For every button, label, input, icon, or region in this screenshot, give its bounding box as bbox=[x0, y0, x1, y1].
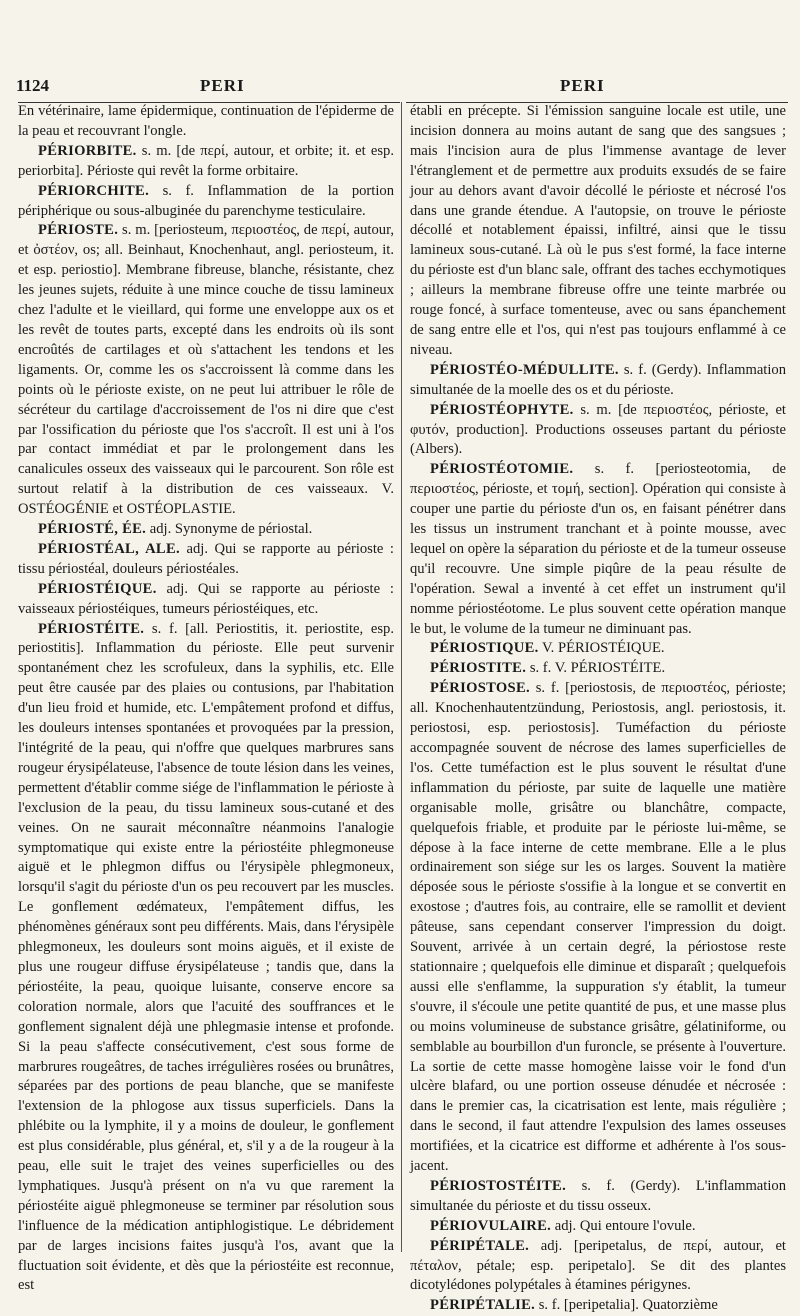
entry-text: établi en précepte. Si l'émission sanguine locale est utile, une incision donnera au moins autant de sang que des sangsues ; mais l'incision aura de plus l'immense avantage de lever l'étranglement et de permettre aux produits exsudés de se faire jour au dehors avant d'avoir décollé le périoste et nécrosé l'os dans une grande étendue. A l'autopsie, on trouve le périoste décollé et notablement épaissi, infiltré, ainsi que le tissu lamineux sous-cutané. Là où le pus s'est formé, la face interne du périoste est d'un blanc sale, offrant des taches ecchymotiques ; ailleurs la membrane fibreuse offre une teinte marbrée ou rouge foncé, à surface tomenteuse, avec ou sans épanchement de sang entre elle et l'os, qui n'est pas toujours enflammé à ce niveau. bbox=[410, 103, 786, 358]
entry-headword: PÉRIOSTÉITE. bbox=[38, 620, 145, 637]
dictionary-entry bbox=[18, 580, 394, 620]
dictionary-entry bbox=[410, 361, 786, 401]
entry-text: s. f. [all. Periostitis, it. periostite, esp. periostitis]. Inflammation du périoste. Elle peut survenir spontanément chez les scrofuleux, dans la syphilis, etc. Elle peut être causée par des plaies ou contusions, par l'habitation d'un lieu froid et humide, etc. L'empâtement profond et diffus, les douleurs intenses spontanées et provoquées par la pression, l'intégrité de la peau, qui n'offre que quelques marbrures sans rougeur érysipélateuse, l'absence de toute lésion dans les veines, permettent d'établir comme siége de l'inflammation le périoste à l'exclusion de la peau, du tissu lamineux sous-cutané et des veines. On ne saurait méconnaître néanmoins l'analogie symptomatique qui existe entre la périostéite phlegmoneuse aiguë et le phlegmon diffus ou l'érysipèle phlegmoneux, lorsqu'il s'agit du périoste d'un os peu recouvert par les muscles. Le gonflement œdémateux, l'empâtement diffus, les phénomènes généraux sont peu différents. Mais, dans l'érysipèle phlegmoneux, les douleurs sont moins aiguës, et il existe de plus une rougeur diffuse érysipélateuse ; tandis que, dans la périostéite, la peau, quoique luisante, conserve encore sa coloration normale, alors que l'acuité des souffrances et le gonflement signalent déjà une phlegmasie intense et profonde. Si la peau s'affecte consécutivement, c'est sous forme de marbrures rougeâtres, de taches irrégulières rosées ou brunâtres, séparées par des portions de peau blanche, que se manifeste l'extension de la phlogose aux tissus superficiels. Dans la phlébite ou la lymphite, il y a moins de douleur, le gonflement est plus considérable, plus général, et, s'il y a de la rougeur à la peau, elle suit le trajet des veines superficielles ou des lymphatiques. Jusqu'à présent on n'a vu que rarement la périostéite aiguë phlegmoneuse se terminer par résolution sous l'influence de la médication antiphlogistique. Le débridement par de larges incisions faites jusqu'à l'os, avant que la fluctuation soit évidente, et dès que la périostéite est reconnue, est bbox=[18, 620, 394, 1294]
entry-headword: PÉRIOSTIQUE. bbox=[430, 640, 539, 657]
dictionary-entry bbox=[410, 460, 786, 639]
dictionary-entry bbox=[410, 639, 786, 659]
dictionary-entry bbox=[18, 540, 394, 580]
right-column bbox=[410, 102, 786, 1316]
dictionary-entry bbox=[18, 520, 394, 540]
dictionary-entry bbox=[410, 1177, 786, 1217]
dictionary-entry bbox=[18, 620, 394, 1297]
entry-text: s. m. [de περί, autour, et orbite; it. et esp. periorbita]. Périoste qui revêt la forme orbitaire. bbox=[18, 142, 394, 179]
entry-text: adj. [peripetalus, de περί, autour, et πέταλον, pétale; esp. peripetalo]. Se dit des plantes dicotylédones polypétales à étamines périgynes. bbox=[410, 1237, 786, 1294]
entry-headword: PÉRIOSTÉAL, ALE. bbox=[38, 540, 180, 557]
entry-text: s. f. V. PÉRIOSTÉITE. bbox=[526, 660, 666, 677]
entry-text: s. f. [periostosis, de περιοστέος, périoste; all. Knochenhautentzündung, Periostosis, angl. periostosis, it. periostosi, esp. periostosis]. Tuméfaction du périoste accompagnée souvent de nécrose des lames superficielles de l'os. Cette tuméfaction est le plus souvent le résultat d'une inflammation du périoste, par suite de laquelle une matière organisable molle, grisâtre ou blanchâtre, compacte, quelquefois friable, et produite par le périoste lui-même, se dépose à la face interne de cette membrane. Elle a le plus ordinairement son siége sur les os larges. Souvent la matière déposée sous le périoste s'ossifie à la longue et se convertit en exostose ; d'autres fois, au contraire, elle se ramollit et devient pâteuse, sans cependant conserver l'impression du doigt. Souvent, arrivée à un certain degré, la périostose reste stationnaire ; quelquefois elle diminue et disparaît ; quelquefois aussi elle s'enflamme, la suppuration s'y établit, la tumeur s'ouvre, il s'écoule une petite quantité de pus, et une masse plus ou moins volumineuse de substance grisâtre, gélatiniforme, ou semblable au bourbillon d'un furoncle, se présente à l'ouverture. La sortie de cette masse homogène laisse voir le fond d'un ulcère blafard, ou une portion osseuse dénudée et nécrosée : dans le premier cas, la cicatrisation est lente, mais régulière ; dans le second, il faut attendre l'expulsion des lames osseuses mortifiées, et la cicatrice est difforme et adhérente à l'os sous-jacent. bbox=[410, 680, 786, 1175]
entry-text: adj. Qui se rapporte au périoste : tissu périostéal, douleurs périostéales. bbox=[18, 540, 394, 577]
entry-text: s. f. [peripetalia]. Quatorzième bbox=[535, 1297, 718, 1314]
dictionary-entry bbox=[410, 679, 786, 1177]
dictionary-entry bbox=[18, 102, 394, 142]
entry-text: adj. Qui se rapporte au périoste : vaisseaux périostéiques, tumeurs périostéiques, etc. bbox=[18, 580, 394, 617]
entry-headword: PÉRIOSTÉOTOMIE. bbox=[430, 461, 574, 478]
entry-headword: PÉRIOSTOSE. bbox=[430, 680, 530, 697]
dictionary-entry bbox=[18, 221, 394, 520]
entry-headword: PÉRIOSTOSTÉITE. bbox=[430, 1177, 567, 1194]
entry-headword: PÉRIORBITE. bbox=[38, 142, 137, 159]
dictionary-entry bbox=[410, 401, 786, 461]
dictionary-entry bbox=[410, 1237, 786, 1297]
entry-text: s. f. Inflammation de la portion périphérique ou sous-albuginée du parenchyme testiculaire. bbox=[18, 182, 394, 219]
running-head-left: PERI bbox=[200, 76, 245, 95]
dictionary-entry bbox=[18, 182, 394, 222]
entry-headword: PÉRIOSTITE. bbox=[430, 660, 527, 677]
left-column bbox=[18, 102, 394, 1296]
entry-headword: PÉRIOSTÉO-MÉDULLITE. bbox=[430, 361, 619, 378]
dictionary-entry bbox=[410, 1296, 786, 1316]
entry-headword: PÉRIOSTÉOPHYTE. bbox=[430, 401, 574, 418]
entry-headword: PÉRIORCHITE. bbox=[38, 182, 150, 199]
dictionary-entry bbox=[18, 142, 394, 182]
entry-text: En vétérinaire, lame épidermique, continuation de l'épiderme de la peau et recouvrant l'ongle. bbox=[18, 103, 394, 139]
dictionary-entry bbox=[410, 1217, 786, 1237]
column-divider bbox=[401, 102, 402, 1252]
entry-text: adj. Qui entoure l'ovule. bbox=[551, 1217, 696, 1234]
entry-text: s. f. [periosteotomia, de περιοστέος, périoste, et τομή, section]. Opération qui consiste à couper une partie du périoste d'un os, en faisant pénétrer dans les tissus un instrument tranchant et à pointe mousse, avec lequel on opère la séparation du périoste et de la tumeur osseuse qu'il recouvre. Une simple piqûre de la peau résulte de l'opération. Sewal a inventé à cet effet un instrument qu'il nomme périostéotome. Le plus souvent cette opération manque le but, le volume de la tumeur ne diminuant pas. bbox=[410, 461, 786, 637]
dictionary-entry bbox=[410, 659, 786, 679]
entry-headword: PÉRIOSTÉIQUE. bbox=[38, 580, 157, 597]
dictionary-entry bbox=[410, 102, 786, 361]
entry-text: s. m. [periosteum, περιοστέος, de περί, autour, et ὀστέον, os; all. Beinhaut, Knochenhaut, angl. periosteum, it. et esp. periostio]. Membrane fibreuse, blanche, résistante, chez les jeunes sujets, réduite à une mince couche de tissu lamineux chez l'adulte et le vieillard, qui forme une enveloppe aux os et les revêt de toutes parts, excepté dans les endroits où ils sont encroûtés de cartilages et où s'attachent les tendons et les ligaments. Or, comme les os s'accroissent là comme dans les points où le périoste existe, on ne peut lui attribuer le rôle de sécréteur du cartilage d'accroissement de l'os ni dire que c'est par l'ossification du périoste que l'os s'accroît. Il est uni à l'os par contact immédiat et par le prolongement dans les canalicules osseux des vaisseaux qui le parcourent. Son rôle est surtout relatif à la distribution de ces vaisseaux. V. OSTÉOGÉNIE et OSTÉOPLASTIE. bbox=[18, 222, 394, 518]
page-number: 1124 bbox=[16, 76, 50, 95]
entry-headword: PÉRIPÉTALE. bbox=[430, 1237, 530, 1254]
entry-text: s. f. (Gerdy). Inflammation simultanée de la moelle des os et du périoste. bbox=[410, 361, 786, 398]
entry-text: s. m. [de περιοστέος, périoste, et φυτόν, production]. Productions osseuses partant du périoste (Albers). bbox=[410, 401, 786, 458]
entry-headword: PÉRIOSTÉ, ÉE. bbox=[38, 521, 147, 538]
entry-text: V. PÉRIOSTÉIQUE. bbox=[538, 640, 665, 657]
entry-text: adj. Synonyme de périostal. bbox=[146, 521, 313, 538]
running-head-right: PERI bbox=[560, 76, 605, 95]
page-header bbox=[0, 74, 800, 100]
entry-headword: PÉRIOVULAIRE. bbox=[430, 1217, 552, 1234]
entry-headword: PÉRIPÉTALIE. bbox=[430, 1297, 536, 1314]
entry-headword: PÉRIOSTE. bbox=[38, 222, 119, 239]
entry-text: s. f. (Gerdy). L'inflammation simultanée du périoste et du tissu osseux. bbox=[410, 1177, 786, 1214]
